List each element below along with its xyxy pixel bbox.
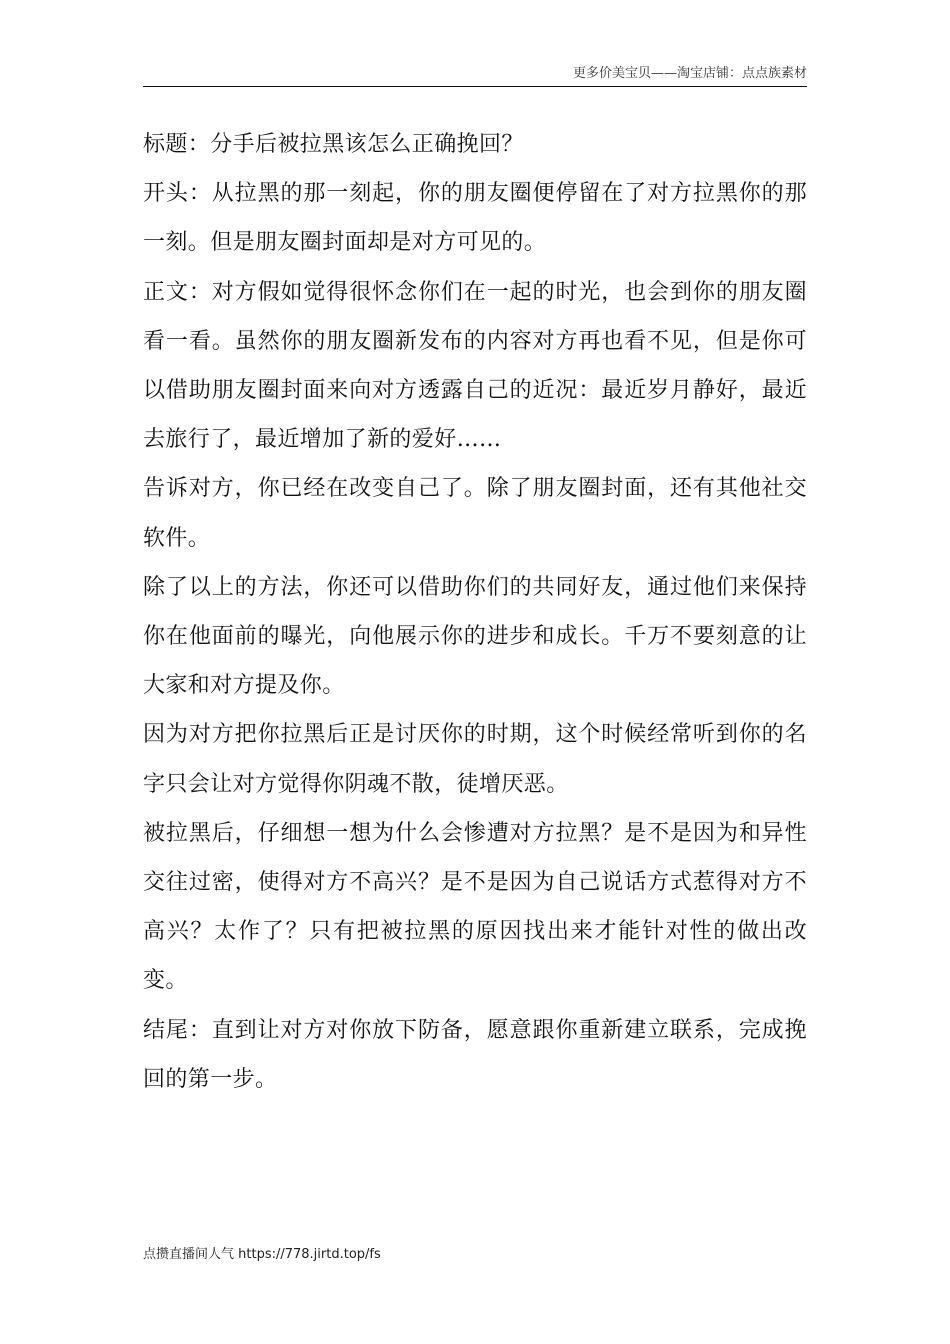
opening-paragraph: 开头：从拉黑的那一刻起，你的朋友圈便停留在了对方拉黑你的那一刻。但是朋友圈封面却是对方可见的。 [143, 181, 807, 256]
header-text: 更多价美宝贝——淘宝店铺：点点族素材 [572, 66, 807, 81]
body-paragraph: 因为对方把你拉黑后正是讨厌你的时期，这个时候经常听到你的名字只会让对方觉得你阴魂不散，徒增厌恶。 [143, 722, 807, 797]
page-footer: 点攒直播间人气 https://778.jirtd.top/fs [143, 1247, 381, 1262]
document-body [143, 120, 807, 1104]
body-paragraph: 被拉黑后，仔细想一想为什么会惨遭对方拉黑？是不是因为和异性交往过密，使得对方不高兴？是不是因为自己说话方式惹得对方不高兴？太作了？只有把被拉黑的原因找出来才能针对性的做出改变。 [143, 820, 807, 994]
body-paragraph: 告诉对方，你已经在改变自己了。除了朋友圈封面，还有其他社交软件。 [143, 476, 807, 551]
page-header [143, 66, 807, 87]
main-paragraph: 正文：对方假如觉得很怀念你们在一起的时光，也会到你的朋友圈看一看。虽然你的朋友圈新发布的内容对方再也看不见，但是你可以借助朋友圈封面来向对方透露自己的近况：最近岁月静好，最近去旅行了，最近增加了新的爱好…… [143, 279, 807, 453]
title-paragraph: 标题：分手后被拉黑该怎么正确挽回？ [143, 132, 524, 157]
ending-paragraph: 结尾：直到让对方对你放下防备，愿意跟你重新建立联系，完成挽回的第一步。 [143, 1017, 807, 1092]
body-paragraph: 除了以上的方法，你还可以借助你们的共同好友，通过他们来保持你在他面前的曝光，向他展示你的进步和成长。千万不要刻意的让大家和对方提及你。 [143, 574, 807, 699]
